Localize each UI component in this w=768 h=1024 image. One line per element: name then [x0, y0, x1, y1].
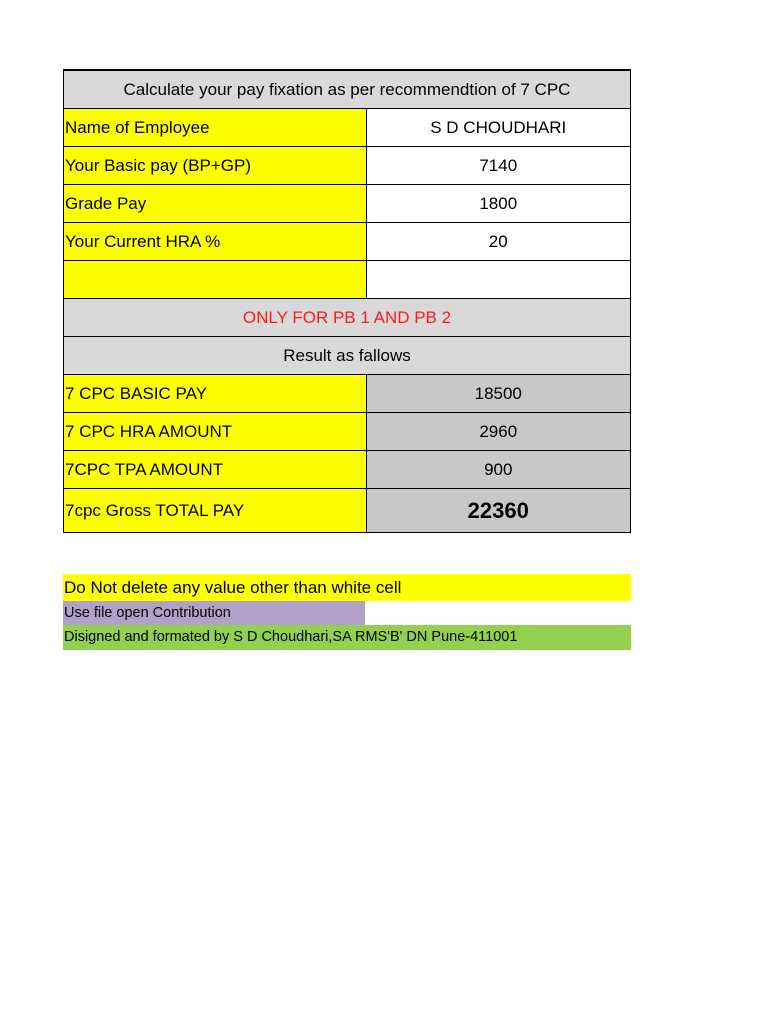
result-heading-row — [64, 337, 631, 375]
cpc-tpa-amount-label: 7CPC TPA AMOUNT — [64, 451, 367, 489]
hra-percent-cell[interactable]: 20 — [366, 223, 630, 261]
result-heading: Result as fallows — [64, 337, 631, 375]
table-row — [64, 375, 631, 413]
basic-pay-cell[interactable]: 7140 — [366, 147, 630, 185]
empty-input-cell[interactable] — [366, 261, 630, 299]
pay-fixation-table — [63, 69, 631, 533]
grade-pay-label: Grade Pay — [64, 185, 367, 223]
table-row — [64, 185, 631, 223]
basic-pay-label: Your Basic pay (BP+GP) — [64, 147, 367, 185]
contribution-note: Use file open Contribution — [63, 601, 365, 625]
warning-note: Do Not delete any value other than white cell — [63, 574, 631, 601]
cpc-hra-amount-label: 7 CPC HRA AMOUNT — [64, 413, 367, 451]
table-row — [64, 261, 631, 299]
table-row — [64, 451, 631, 489]
table-row — [64, 147, 631, 185]
title-row — [64, 70, 631, 109]
table-row — [64, 223, 631, 261]
hra-percent-label: Your Current HRA % — [64, 223, 367, 261]
table-title: Calculate your pay fixation as per recommendtion of 7 CPC — [64, 70, 631, 109]
notice-row — [64, 299, 631, 337]
table-row — [64, 413, 631, 451]
pay-band-notice: ONLY FOR PB 1 AND PB 2 — [64, 299, 631, 337]
cpc-basic-pay-label: 7 CPC BASIC PAY — [64, 375, 367, 413]
gross-total-pay-label: 7cpc Gross TOTAL PAY — [64, 489, 367, 533]
credit-note: Disigned and formated by S D Choudhari,SA RMS'B' DN Pune-411001 — [63, 625, 631, 650]
table-row — [64, 109, 631, 147]
table-row — [64, 489, 631, 533]
cpc-hra-amount-value: 2960 — [366, 413, 630, 451]
employee-name-label: Name of Employee — [64, 109, 367, 147]
empty-label-cell — [64, 261, 367, 299]
cpc-tpa-amount-value: 900 — [366, 451, 630, 489]
cpc-basic-pay-value: 18500 — [366, 375, 630, 413]
gross-total-pay-value: 22360 — [366, 489, 630, 533]
employee-name-cell[interactable]: S D CHOUDHARI — [366, 109, 630, 147]
grade-pay-cell[interactable]: 1800 — [366, 185, 630, 223]
